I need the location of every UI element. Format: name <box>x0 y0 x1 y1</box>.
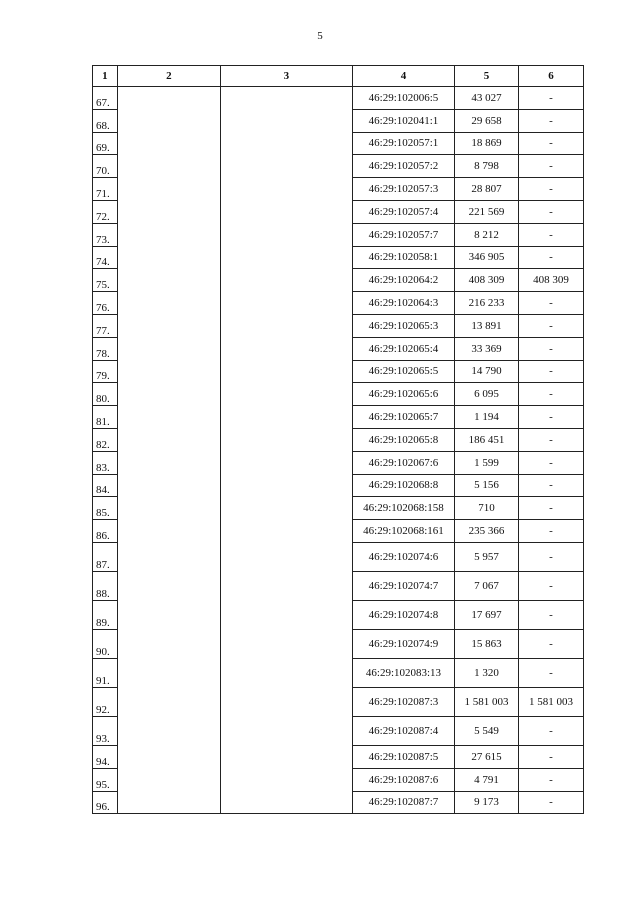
area-value: 15 863 <box>455 629 519 658</box>
cadastral-number: 46:29:102068:8 <box>352 474 454 497</box>
cadastral-number: 46:29:102087:5 <box>352 745 454 768</box>
row-number: 96. <box>93 791 118 814</box>
row-number: 91. <box>93 658 118 687</box>
land-parcel-table <box>92 65 584 814</box>
cadastral-number: 46:29:102087:7 <box>352 791 454 814</box>
row-number: 86. <box>93 520 118 543</box>
cadastral-number: 46:29:102057:4 <box>352 200 454 223</box>
area-value: 1 194 <box>455 406 519 429</box>
area-value: 710 <box>455 497 519 520</box>
cadastral-number: 46:29:102074:8 <box>352 600 454 629</box>
column-6-value: - <box>518 474 583 497</box>
row-number: 77. <box>93 314 118 337</box>
cadastral-number: 46:29:102057:7 <box>352 223 454 246</box>
cadastral-number: 46:29:102041:1 <box>352 109 454 132</box>
area-value: 9 173 <box>455 791 519 814</box>
column-6-value: - <box>518 406 583 429</box>
area-value: 8 798 <box>455 155 519 178</box>
row-number: 95. <box>93 768 118 791</box>
column-6-value: - <box>518 337 583 360</box>
area-value: 18 869 <box>455 132 519 155</box>
area-value: 33 369 <box>455 337 519 360</box>
cadastral-number: 46:29:102065:3 <box>352 314 454 337</box>
area-value: 1 599 <box>455 451 519 474</box>
cadastral-number: 46:29:102074:6 <box>352 542 454 571</box>
cadastral-number: 46:29:102074:7 <box>352 571 454 600</box>
area-value: 235 366 <box>455 520 519 543</box>
column-6-value: - <box>518 716 583 745</box>
area-value: 7 067 <box>455 571 519 600</box>
area-value: 216 233 <box>455 292 519 315</box>
cadastral-number: 46:29:102087:3 <box>352 687 454 716</box>
area-value: 14 790 <box>455 360 519 383</box>
column-header-6: 6 <box>518 66 583 87</box>
cadastral-number: 46:29:102068:161 <box>352 520 454 543</box>
column-6-value: - <box>518 571 583 600</box>
row-number: 81. <box>93 406 118 429</box>
area-value: 221 569 <box>455 200 519 223</box>
cadastral-number: 46:29:102067:6 <box>352 451 454 474</box>
row-number: 94. <box>93 745 118 768</box>
column-6-value: - <box>518 745 583 768</box>
row-number: 88. <box>93 571 118 600</box>
column-header-2: 2 <box>117 66 220 87</box>
row-number: 67. <box>93 87 118 110</box>
area-value: 29 658 <box>455 109 519 132</box>
cadastral-number: 46:29:102068:158 <box>352 497 454 520</box>
area-value: 5 957 <box>455 542 519 571</box>
area-value: 28 807 <box>455 178 519 201</box>
row-number: 92. <box>93 687 118 716</box>
table-row <box>93 87 584 110</box>
column-6-value: - <box>518 132 583 155</box>
column-6-value: - <box>518 658 583 687</box>
area-value: 408 309 <box>455 269 519 292</box>
area-value: 5 549 <box>455 716 519 745</box>
row-number: 69. <box>93 132 118 155</box>
row-number: 90. <box>93 629 118 658</box>
cadastral-number: 46:29:102087:4 <box>352 716 454 745</box>
row-number: 76. <box>93 292 118 315</box>
area-value: 5 156 <box>455 474 519 497</box>
column-6-value: - <box>518 360 583 383</box>
cadastral-number: 46:29:102057:2 <box>352 155 454 178</box>
column-header-1: 1 <box>93 66 118 87</box>
row-number: 80. <box>93 383 118 406</box>
row-number: 87. <box>93 542 118 571</box>
column-6-value: - <box>518 629 583 658</box>
area-value: 27 615 <box>455 745 519 768</box>
area-value: 346 905 <box>455 246 519 269</box>
row-number: 79. <box>93 360 118 383</box>
area-value: 17 697 <box>455 600 519 629</box>
cadastral-number: 46:29:102065:7 <box>352 406 454 429</box>
cadastral-number: 46:29:102064:3 <box>352 292 454 315</box>
cadastral-number: 46:29:102083:13 <box>352 658 454 687</box>
area-value: 6 095 <box>455 383 519 406</box>
area-value: 186 451 <box>455 428 519 451</box>
cadastral-number: 46:29:102065:4 <box>352 337 454 360</box>
table-body <box>93 87 584 814</box>
column-3-cell <box>220 87 352 814</box>
cadastral-number: 46:29:102058:1 <box>352 246 454 269</box>
column-6-value: - <box>518 791 583 814</box>
row-number: 75. <box>93 269 118 292</box>
column-2-cell <box>117 87 220 814</box>
row-number: 70. <box>93 155 118 178</box>
cadastral-number: 46:29:102006:5 <box>352 87 454 110</box>
cadastral-number: 46:29:102087:6 <box>352 768 454 791</box>
area-value: 1 320 <box>455 658 519 687</box>
area-value: 13 891 <box>455 314 519 337</box>
row-number: 83. <box>93 451 118 474</box>
page-number: 5 <box>317 30 323 42</box>
column-header-5: 5 <box>455 66 519 87</box>
row-number: 71. <box>93 178 118 201</box>
column-6-value: - <box>518 223 583 246</box>
row-number: 68. <box>93 109 118 132</box>
column-6-value: - <box>518 428 583 451</box>
column-6-value: - <box>518 109 583 132</box>
column-6-value: - <box>518 292 583 315</box>
cadastral-number: 46:29:102064:2 <box>352 269 454 292</box>
column-6-value: 408 309 <box>518 269 583 292</box>
table-header-row <box>93 66 584 87</box>
column-header-3: 3 <box>220 66 352 87</box>
column-6-value: - <box>518 200 583 223</box>
row-number: 82. <box>93 428 118 451</box>
column-6-value: - <box>518 155 583 178</box>
row-number: 93. <box>93 716 118 745</box>
cadastral-number: 46:29:102074:9 <box>352 629 454 658</box>
column-6-value: 1 581 003 <box>518 687 583 716</box>
column-header-4: 4 <box>352 66 454 87</box>
row-number: 89. <box>93 600 118 629</box>
column-6-value: - <box>518 451 583 474</box>
cadastral-number: 46:29:102057:1 <box>352 132 454 155</box>
cadastral-number: 46:29:102065:6 <box>352 383 454 406</box>
row-number: 74. <box>93 246 118 269</box>
area-value: 1 581 003 <box>455 687 519 716</box>
area-value: 4 791 <box>455 768 519 791</box>
area-value: 43 027 <box>455 87 519 110</box>
column-6-value: - <box>518 497 583 520</box>
row-number: 73. <box>93 223 118 246</box>
column-6-value: - <box>518 246 583 269</box>
column-6-value: - <box>518 600 583 629</box>
area-value: 8 212 <box>455 223 519 246</box>
row-number: 85. <box>93 497 118 520</box>
column-6-value: - <box>518 314 583 337</box>
column-6-value: - <box>518 87 583 110</box>
cadastral-number: 46:29:102057:3 <box>352 178 454 201</box>
row-number: 72. <box>93 200 118 223</box>
cadastral-number: 46:29:102065:5 <box>352 360 454 383</box>
row-number: 78. <box>93 337 118 360</box>
cadastral-number: 46:29:102065:8 <box>352 428 454 451</box>
column-6-value: - <box>518 178 583 201</box>
column-6-value: - <box>518 542 583 571</box>
column-6-value: - <box>518 520 583 543</box>
row-number: 84. <box>93 474 118 497</box>
column-6-value: - <box>518 383 583 406</box>
column-6-value: - <box>518 768 583 791</box>
